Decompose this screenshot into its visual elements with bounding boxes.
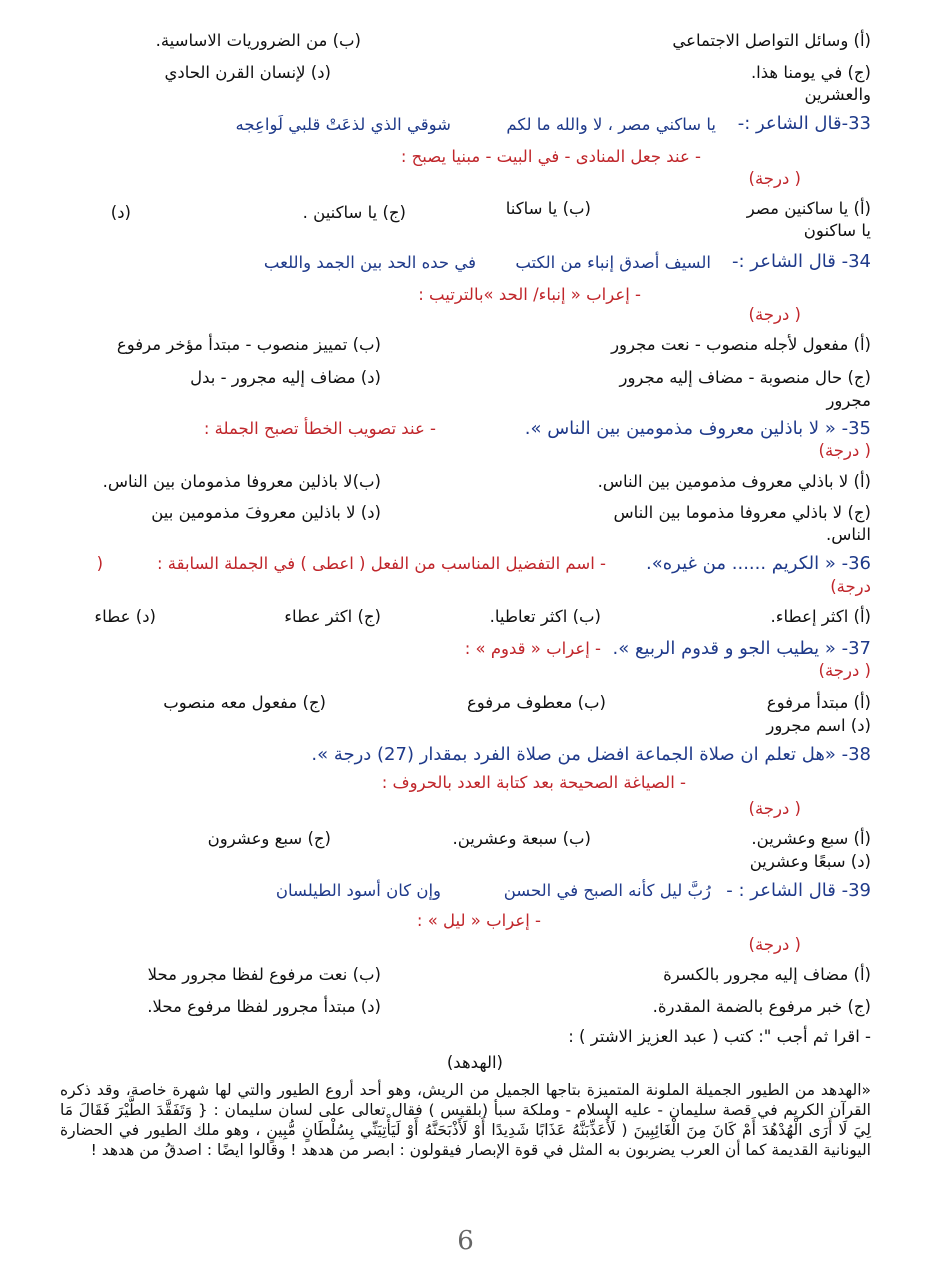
q39-option-a: (أ) مضاف إليه مجرور بالكسرة [663, 965, 871, 984]
q37-option-a: (أ) مبتدأ مرفوع [766, 693, 871, 712]
q39-label: 39- قال الشاعر : - [726, 880, 871, 901]
q34-grade: ( درجة) [748, 305, 801, 324]
q37-grade: ( درجة) [818, 661, 871, 680]
top-option-d-continued: والعشرين [804, 85, 871, 104]
q36-grade-open: ( [96, 554, 103, 573]
q37-label: 37- « يطيب الجو و قدوم الربيع ». [612, 638, 871, 659]
reading-instruction: - اقرا ثم أجب ": كتب ( عبد العزيز الاشتر ) : [568, 1027, 871, 1046]
q35-option-c-continued: الناس. [825, 525, 871, 544]
q34-verse-second-half: في حده الحد بين الجمد واللعب [263, 253, 476, 272]
q37-option-b: (ب) معطوف مرفوع [466, 693, 606, 712]
q39-option-c: (ج) خبر مرفوع بالضمة المقدرة. [652, 997, 871, 1016]
q34-option-b: (ب) تمييز منصوب - مبتدأ مؤخر مرفوع [116, 335, 381, 354]
top-option-a: (أ) وسائل التواصل الاجتماعي [672, 31, 871, 50]
q38-option-c: (ج) سبع وعشرون [207, 829, 331, 848]
q34-label: 34- قال الشاعر :- [732, 251, 871, 272]
q34-option-c-continued: مجرور [826, 391, 871, 410]
q36-grade: درجة) [830, 577, 871, 596]
q35-option-a: (أ) لا باذلي معروف مذمومين بين الناس. [597, 472, 871, 491]
q38-option-d: (د) سبعًا وعشرين [749, 852, 871, 871]
reading-title: (الهدهد) [446, 1053, 503, 1072]
q34-instruction: - إعراب « إنباء/ الحد »بالترتيب : [418, 285, 641, 304]
page-number: 6 [457, 1226, 474, 1256]
q33-instruction: - عند جعل المنادى - في البيت - مبنيا يصبح : [400, 147, 701, 166]
q39-verse-second-half: وإن كان أسود الطيلسان [275, 881, 441, 900]
q33-verse-first-half: يا ساكني مصر ، لا والله ما لكم [506, 115, 716, 134]
q36-label: 36- « الكريم ...... من غيره». [646, 553, 871, 574]
reading-paragraph: «الهدهد من الطيور الجميلة الملونة المتميزة بتاجها الجميل من الريش، وهو أحد أروع الطيور والتي لها شهرة خاصة، وقد ذكره القرآن الكريم في قصة سليمان - عليه السلام - وملكة سبأ (بلقيس ) فقال تعالى على لسان سليمان : { وَتَفَقَّدَ الطَّيْرَ فَقَالَ مَا لِيَ لَا أَرَى الْهُدْهُدَ أَمْ كَانَ مِنَ الْغَائِبِينَ ( لَأُعَذِّبَنَّهُ عَذَابًا شَدِيدًا أَوْ لَأَذْبَحَنَّهُ أَوْ لَيَأْتِيَنِّي بِسُلْطَانٍ مُّبِينٍ ، وهو ملك الطيور في الحضارة اليونانية القديمة كما أن العرب يضربون به المثل في قوة الإبصار فيقولون : ابصر من هدهد ! وقالوا ايضًا : اصدقُ من هدهد ! [60, 1081, 871, 1159]
q38-option-a: (أ) سبع وعشرين. [751, 829, 871, 848]
q33-option-b: (ب) يا ساكنا [505, 199, 591, 218]
q37-option-c: (ج) مفعول معه منصوب [163, 693, 326, 712]
q38-label: 38- «هل تعلم ان صلاة الجماعة افضل من صلاة الفرد بمقدار (27) درجة ». [311, 744, 871, 765]
q33-option-d: (د) [110, 203, 131, 222]
q35-option-b: (ب)لا باذلين معروفا مذمومان بين الناس. [102, 472, 381, 491]
q33-option-a: (أ) يا ساكنين مصر [746, 199, 871, 218]
q36-option-a: (أ) اكثر إعطاء. [770, 607, 871, 626]
q33-option-a-continued: يا ساكنون [803, 221, 871, 240]
q34-verse-first-half: السيف أصدق إنباء من الكتب [515, 253, 711, 272]
q33-verse-second-half: شوقي الذي لذعَتْ قلبي لَواعِجه [235, 115, 451, 134]
top-option-c: (ج) في يومنا هذا. [750, 63, 871, 82]
q39-grade: ( درجة) [748, 935, 801, 954]
q34-option-a: (أ) مفعول لأجله منصوب - نعت مجرور [611, 335, 871, 354]
q35-label: 35- « لا باذلين معروف مذمومين بين الناس ». [524, 418, 871, 439]
q35-grade: ( درجة) [818, 441, 871, 460]
q35-option-d: (د) لا باذلين معروفَ مذمومين بين [151, 503, 381, 522]
q37-option-d: (د) اسم مجرور [766, 716, 871, 735]
q39-option-d: (د) مبتدأ مجرور لفظا مرفوع محلا. [147, 997, 381, 1016]
top-option-b: (ب) من الضروريات الاساسية. [155, 31, 361, 50]
q36-instruction: - اسم التفضيل المناسب من الفعل ( اعطى ) في الجملة السابقة : [156, 554, 606, 573]
q38-instruction: - الصياغة الصحيحة بعد كتابة العدد بالحروف : [381, 773, 686, 792]
q33-label: 33-قال الشاعر :- [737, 113, 871, 134]
top-option-d: (د) لإنسان القرن الحادي [164, 63, 331, 82]
q35-instruction: - عند تصويب الخطأ تصبح الجملة : [203, 419, 436, 438]
q36-option-c: (ج) اكثر عطاء [284, 607, 381, 626]
q37-instruction: - إعراب « قدوم » : [464, 639, 601, 658]
q35-option-c: (ج) لا باذلي معروفا مذموما بين الناس [613, 503, 871, 522]
q36-option-b: (ب) اكثر تعاطيا. [489, 607, 601, 626]
q39-verse-first-half: رُبَّ ليل كأنه الصبح في الحسن [503, 881, 711, 900]
q33-option-c: (ج) يا ساكنين . [302, 203, 406, 222]
q38-grade: ( درجة) [748, 799, 801, 818]
q33-grade: ( درجة) [748, 169, 801, 188]
q36-option-d: (د) عطاء [94, 607, 156, 626]
q34-option-c: (ج) حال منصوبة - مضاف إليه مجرور [619, 368, 871, 387]
q39-option-b: (ب) نعت مرفوع لفظا مجرور محلا [147, 965, 381, 984]
q34-option-d: (د) مضاف إليه مجرور - بدل [190, 368, 381, 387]
q39-instruction: - إعراب « ليل » : [416, 911, 541, 930]
q38-option-b: (ب) سبعة وعشرين. [452, 829, 591, 848]
